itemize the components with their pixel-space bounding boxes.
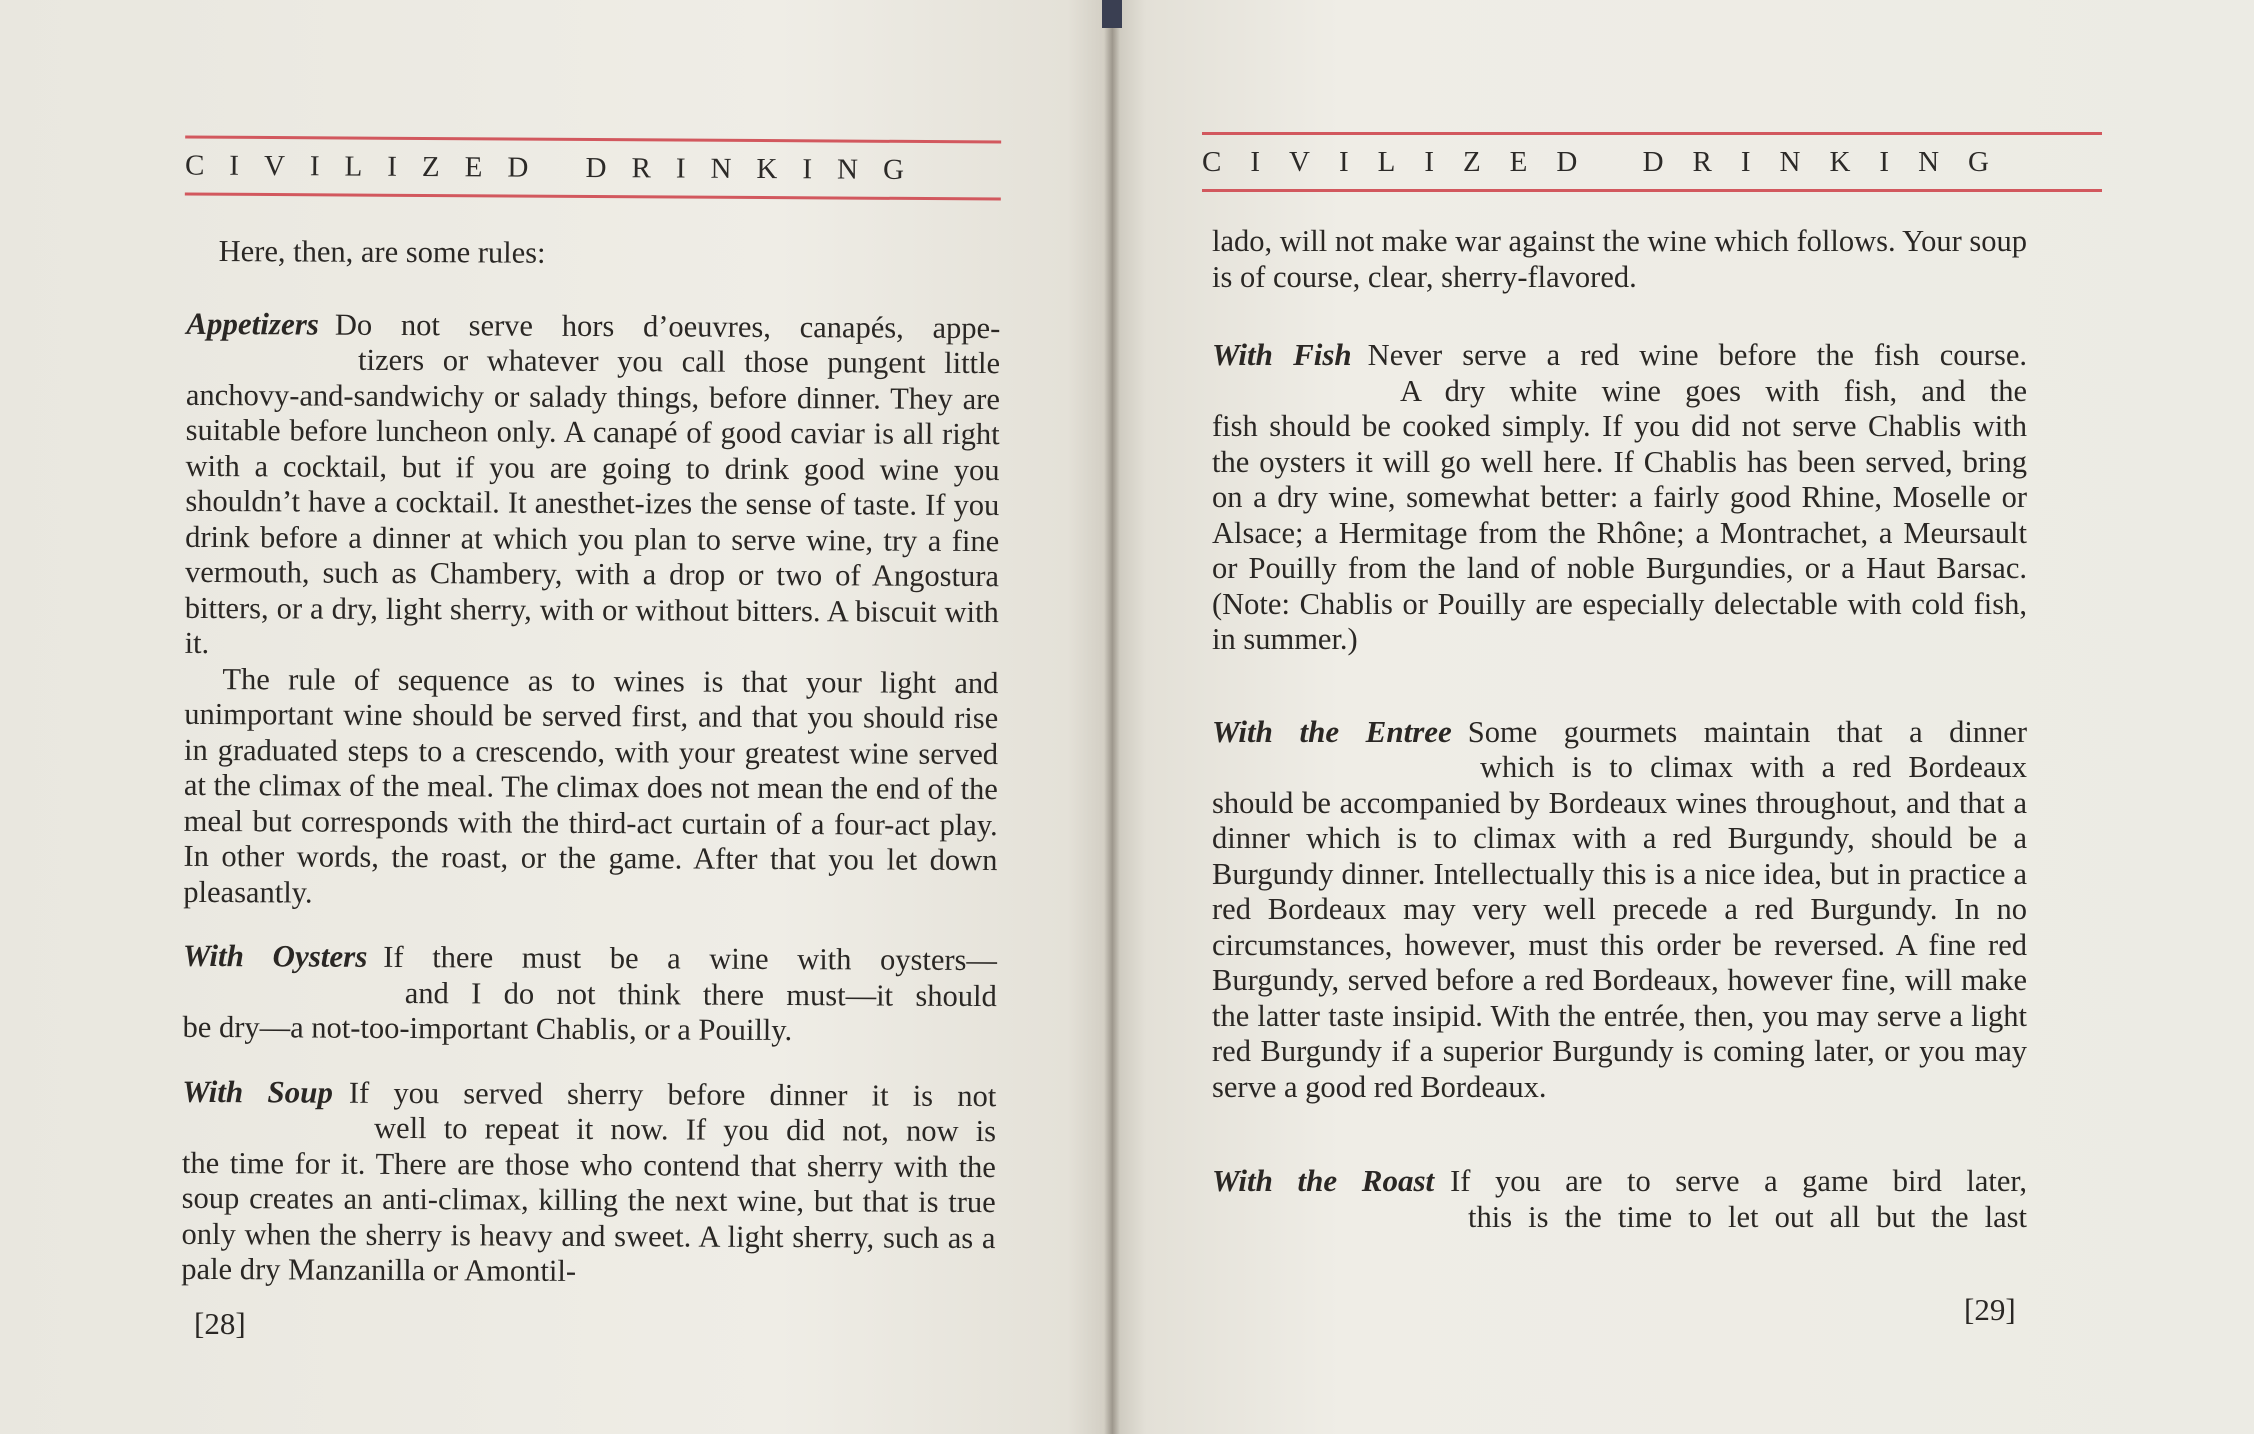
intro-line: Here, then, are some rules: (218, 234, 546, 270)
entree-line-2: which is to climax with a red Bordeaux (1480, 750, 2027, 784)
section-heading: With the Entree (1212, 713, 1452, 749)
appetizers-body: anchovy-and-sandwichy or salady things, before dinner. They are suitable before luncheon only. A canapé of good caviar is all right with a cocktail, but if you are going to drink good wine you shouldn’t have a cocktail. It anesthet-izes the sense of taste. If you drink before a dinner at which you plan to serve wine, try a fine vermouth, such as Chambery, with a drop or two of Angostura bitters, or a dry, light sherry, with or without bitters. A biscuit with it. (184, 377, 1001, 660)
book-gutter (1104, 0, 1120, 1434)
soup-lead-line (182, 1073, 996, 1114)
section-heading: With the Roast (1212, 1163, 1435, 1198)
section-heading: Appetizers (186, 305, 320, 342)
fish-body: fish should be cooked simply. If you did not serve Chablis with the oysters it will go well here. If Chablis has been served, bring on a dry wine, somewhat better: a fairly good Rhine, Moselle or Alsace; a Hermitage from the Rhône; a Montrachet, a Meursault or Pouilly from the land of noble Burgundies, or a Haut Barsac. (Note: Chablis or Pouilly are especially delectable with cold fish, in summer.) (1212, 409, 2027, 656)
binding-strip (1102, 0, 1122, 28)
fish-lead-line (1212, 337, 2027, 374)
appetizers-line-1: Do not serve hors d’oeuvres, canapés, appe- (334, 307, 1001, 345)
right-page-body (1212, 224, 2027, 1235)
oysters-line-2: and I do not think there must—it should (404, 975, 997, 1013)
section-heading: With Fish (1212, 337, 1352, 372)
section-fish (1212, 337, 2027, 658)
entree-lead-line (1212, 714, 2027, 751)
section-soup (181, 1073, 996, 1291)
header-rule-bottom (1202, 189, 2102, 192)
section-heading: With Soup (182, 1073, 334, 1110)
soup-line-1: If you served sherry before dinner it is not (348, 1075, 997, 1113)
section-roast (1212, 1163, 2027, 1235)
section-entree (1212, 714, 2027, 1106)
soup-line-2: well to repeat it now. If you did not, now is (373, 1110, 997, 1149)
left-page-body (181, 234, 1001, 1292)
entree-body: should be accompanied by Bordeaux wines throughout, and that a dinner which is to climax with a red Burgundy, should be a Burgundy dinner. Intellectually this is a nice idea, but in practice a red Bordeaux may very well precede a red Burgundy. In no circumstances, however, must this order be reversed. A fine red Burgundy, served before a red Bordeaux, however fine, will make the latter taste insipid. With the entrée, then, you may serve a light red Burgundy if a superior Burgundy is coming later, or you may serve a good red Bordeaux. (1212, 785, 2027, 1104)
left-running-header (185, 136, 1001, 201)
oysters-lead-line (183, 938, 997, 979)
appetizers-line-2: tizers or whatever you call those pungent little (358, 342, 1001, 381)
soup-body: the time for it. There are those who contend that sherry with the soup creates an anti-climax, killing the next wine, but that is true only when the sherry is heavy and sweet. A light sherry, such as a pale dry Manzanilla or Amontil- (181, 1145, 996, 1288)
section-appetizers (183, 305, 1000, 914)
section-heading: With Oysters (182, 937, 368, 974)
fish-line-2: A dry white wine goes with fish, and the (1400, 373, 2027, 408)
right-page (1112, 0, 2254, 1434)
left-page (0, 0, 1112, 1434)
entree-line-1: Some gourmets maintain that a dinner (1467, 714, 2027, 749)
page-number-right: [29] (1964, 1292, 2016, 1327)
header-rule-top (185, 136, 1001, 144)
appetizers-lead-line (186, 305, 1000, 346)
roast-line-2: this is the time to let out all but the last (1468, 1199, 2027, 1234)
running-head-title: CIVILIZED DRINKING (1202, 146, 2018, 178)
sequence-paragraph: The rule of sequence as to wines is that your light and unimportant wine should be served first, and that you should rise in graduated steps to a crescendo, with your greatest wine served at the climax of the meal. The climax does not mean the end of the meal but corresponds with the third-act curtain of a four-act play. In other words, the roast, or the game. After that you let down pleasantly. (183, 661, 999, 910)
header-rule-top (1202, 132, 2102, 135)
running-head-title: CIVILIZED DRINKING (184, 149, 930, 187)
oysters-body: be dry—a not-too-important Chablis, or a Pouilly. (182, 1009, 793, 1048)
oysters-line-1: If there must be a wine with oysters— (383, 939, 998, 978)
header-rule-bottom (185, 193, 1001, 201)
page-number-left: [28] (194, 1306, 246, 1341)
roast-lead-line (1212, 1163, 2027, 1200)
fish-line-1: Never serve a red wine before the fish course. (1367, 338, 2027, 372)
continuation-paragraph: lado, will not make war against the wine which follows. Your soup is of course, clear, sherry-flavored. (1212, 224, 2027, 294)
roast-line-1: If you are to serve a game bird later, (1450, 1164, 2027, 1198)
right-running-header (1202, 132, 2102, 192)
section-oysters (183, 938, 998, 1050)
